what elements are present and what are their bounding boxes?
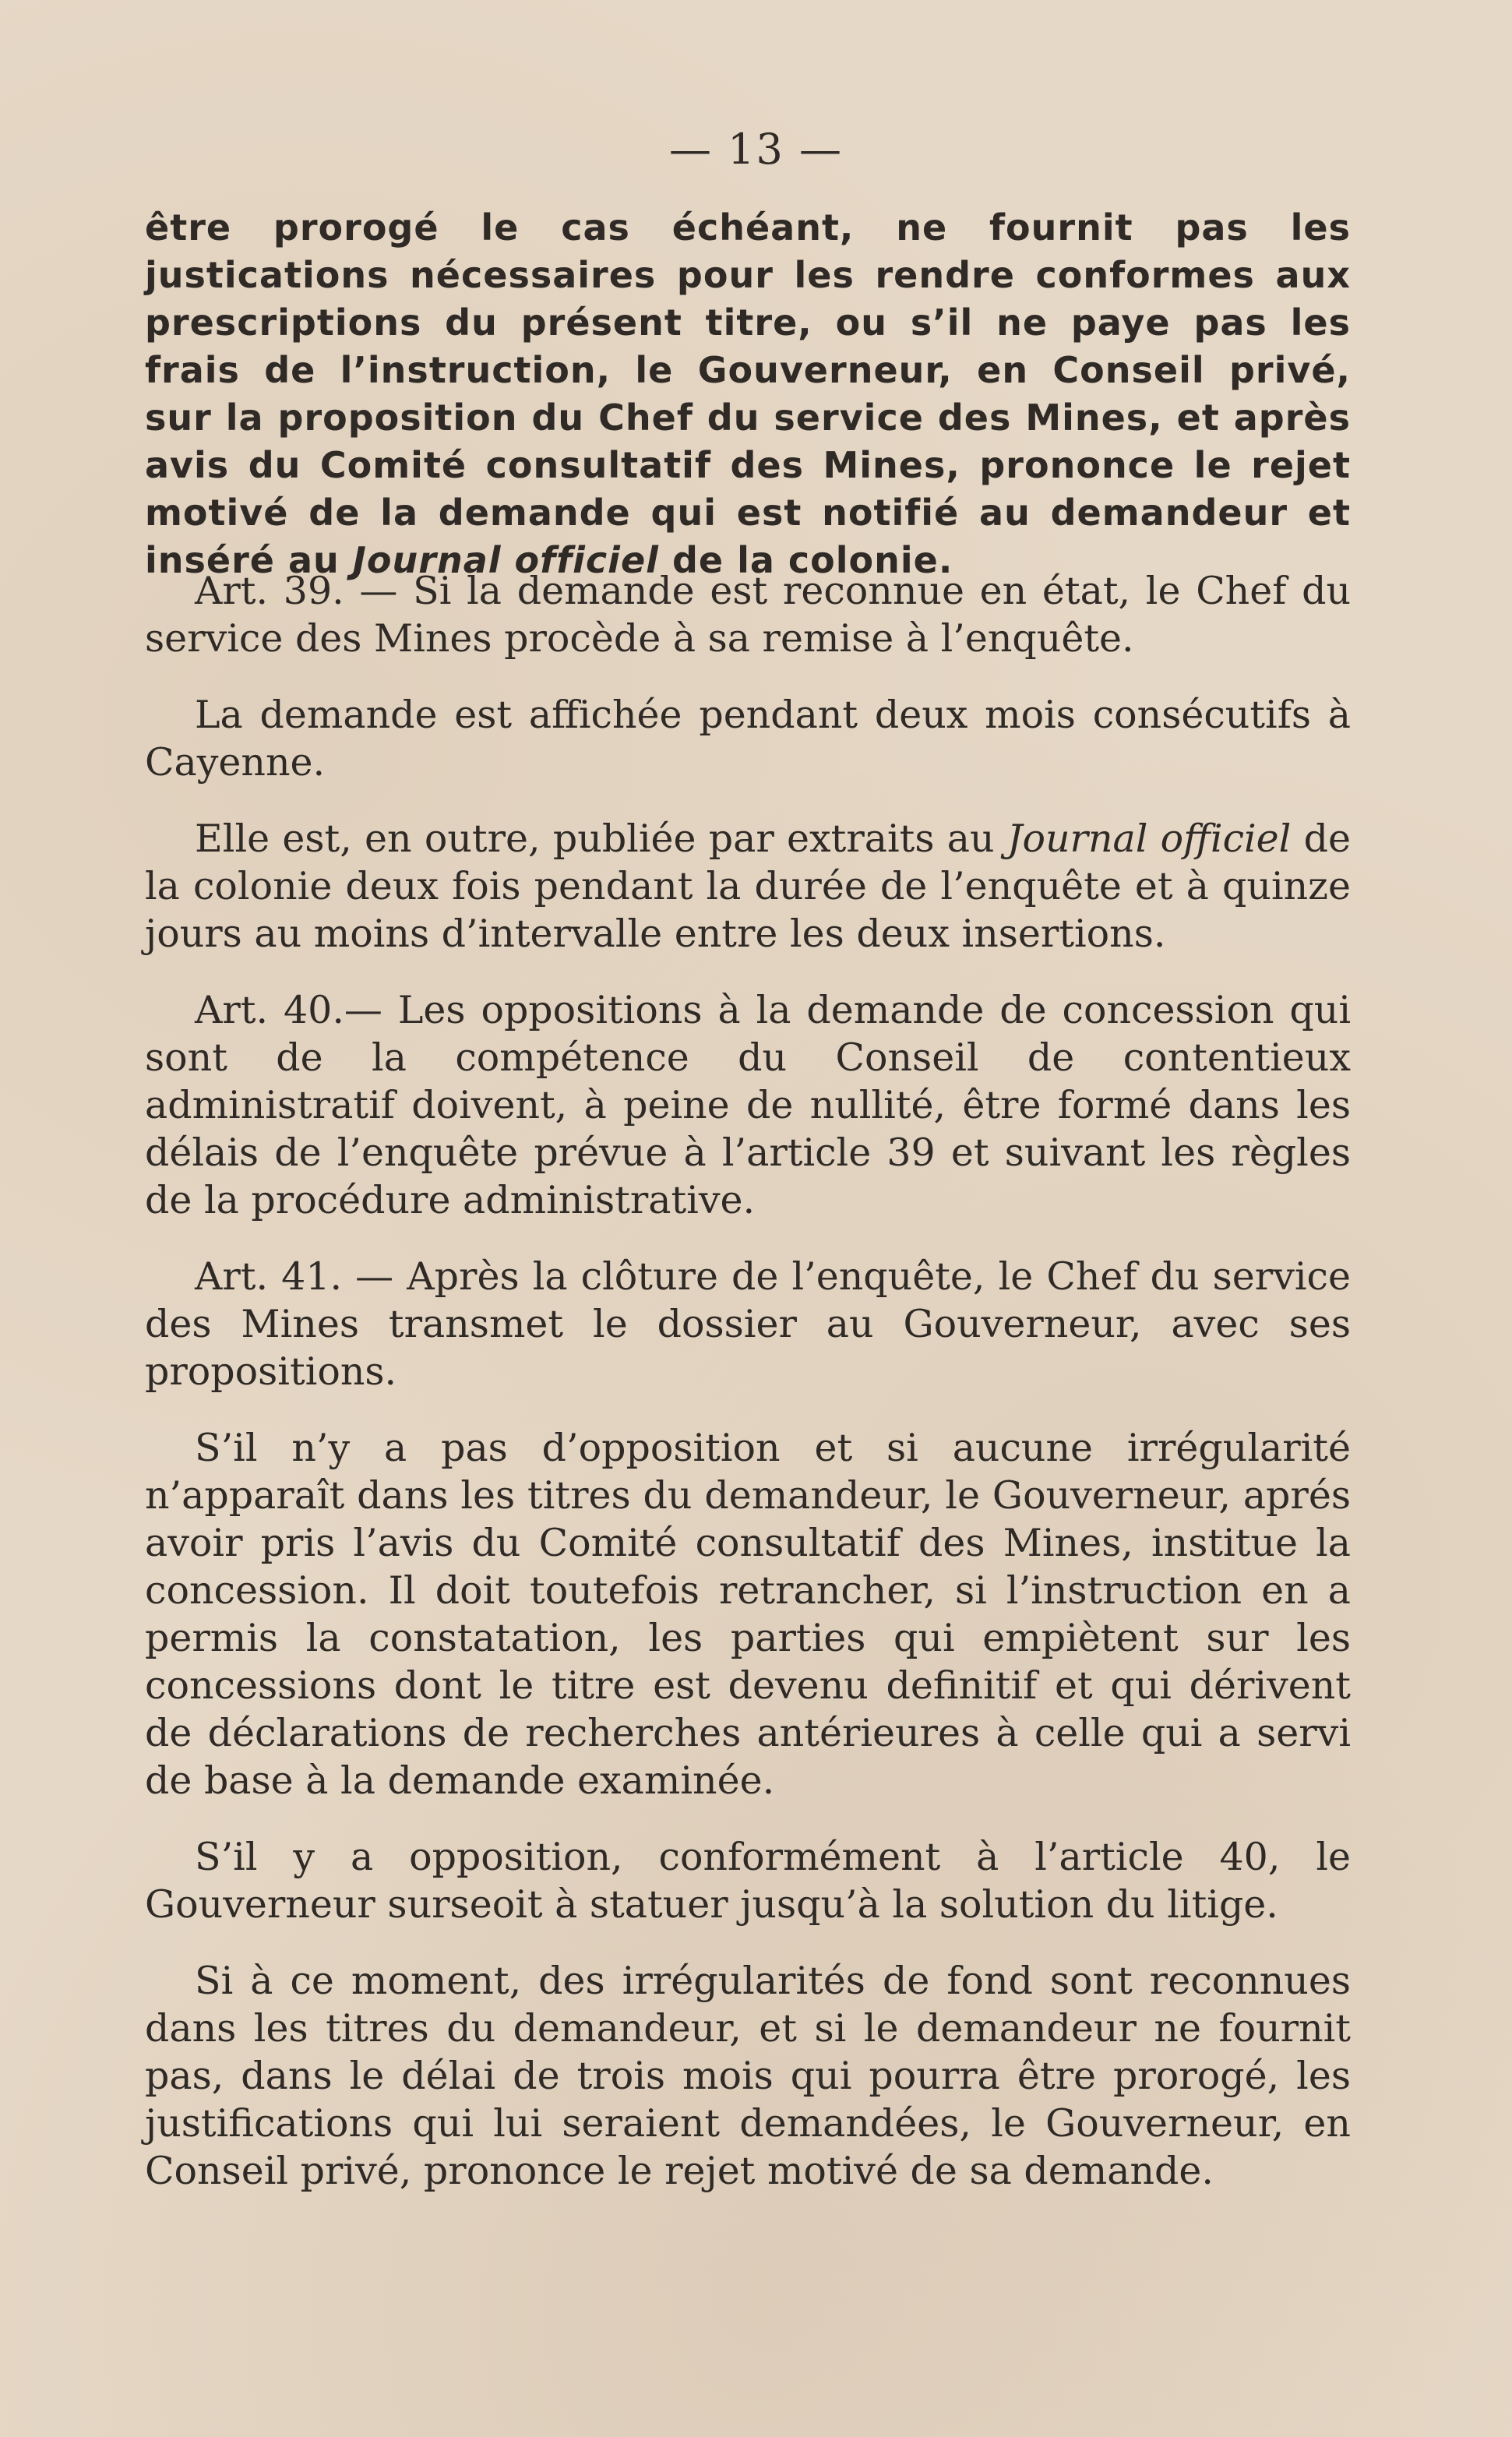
article-39-label: Art. 39. — (195, 569, 398, 613)
paragraph-no-opposition: S’il n’y a pas d’opposition et si aucune irrégularité n’apparaît dans les titres du demandeur, le Gouverneur, aprés avoir pris l’avis du Comité consultatif des Mines, institue la concession. Il doit toutefois retrancher, si l’instruction en a permis la constatation, les parties qui empiètent sur les concessions dont le titre est devenu definitif et qui dérivent de déclarations de recherches antérieures à celle qui a servi de base à la demande examinée. (145, 1426, 1351, 1803)
publication-text-end: de la colonie deux fois pendant la durée de l’enquête et à quinze jours au moins d’intervalle entre les deux insertions. (145, 816, 1352, 956)
intro-text: être prorogé le cas échéant, ne fournit pas les justications nécessaires pour les rendre conformes aux prescriptions du présent titre, ou s’il ne paye pas les frais de l’instruction, le Gouverneur, en Conseil privé, sur la proposition du Chef du service des Mines, et après avis du Comité consultatif des Mines, prononce le rejet motivé de la demande qui est notifié au demandeur et inséré au (145, 206, 1351, 581)
intro-block (145, 204, 1351, 584)
article-40-label: Art. 40.— (195, 988, 382, 1032)
publication-journal-title: Journal officiel (1006, 816, 1292, 861)
article-39-text: Si la demande est reconnue en état, le Chef du service des Mines procède à sa remise à l’enquête. (145, 569, 1352, 661)
paragraph-irregularites: Si à ce moment, des irrégularités de fond sont reconnues dans les titres du demandeur, et si le demandeur ne fournit pas, dans le délai de trois mois qui pourra être prorogé, les justifications qui lui seraient demandées, le Gouverneur, en Conseil privé, prononce le rejet motivé de sa demande. (145, 1959, 1351, 2193)
article-41 (145, 1253, 1351, 1395)
article-40-text: Les oppositions à la demande de concession qui sont de la compétence du Conseil de contentieux administratif doivent, à peine de nullité, être formé dans les délais de l’enquête prévue à l’article 39 et suivant les règles de la procédure administrative. (145, 988, 1352, 1222)
intro-journal-title: Journal officiel (352, 539, 659, 581)
publication-text: Elle est, en outre, publiée par extraits au (195, 816, 995, 861)
article-39 (145, 567, 1351, 662)
article-41-text: Après la clôture de l’enquête, le Chef du service des Mines transmet le dossier au Gouverneur, avec ses propositions. (145, 1254, 1351, 1394)
article-41-label: Art. 41. — (195, 1254, 394, 1299)
page-number: — 13 — (668, 125, 844, 174)
body-block (145, 567, 1351, 2224)
intro-paragraph (145, 204, 1351, 584)
paragraph-opposition: S’il y a opposition, conformément à l’article 40, le Gouverneur surseoit à statuer jusqu’à la solution du litige. (145, 1835, 1351, 1927)
article-40 (145, 986, 1351, 1224)
intro-text-end: de la colonie. (671, 539, 953, 581)
paragraph-affichage: La demande est affichée pendant deux mois consécutifs à Cayenne. (145, 693, 1351, 785)
paragraph-publication (145, 815, 1351, 958)
